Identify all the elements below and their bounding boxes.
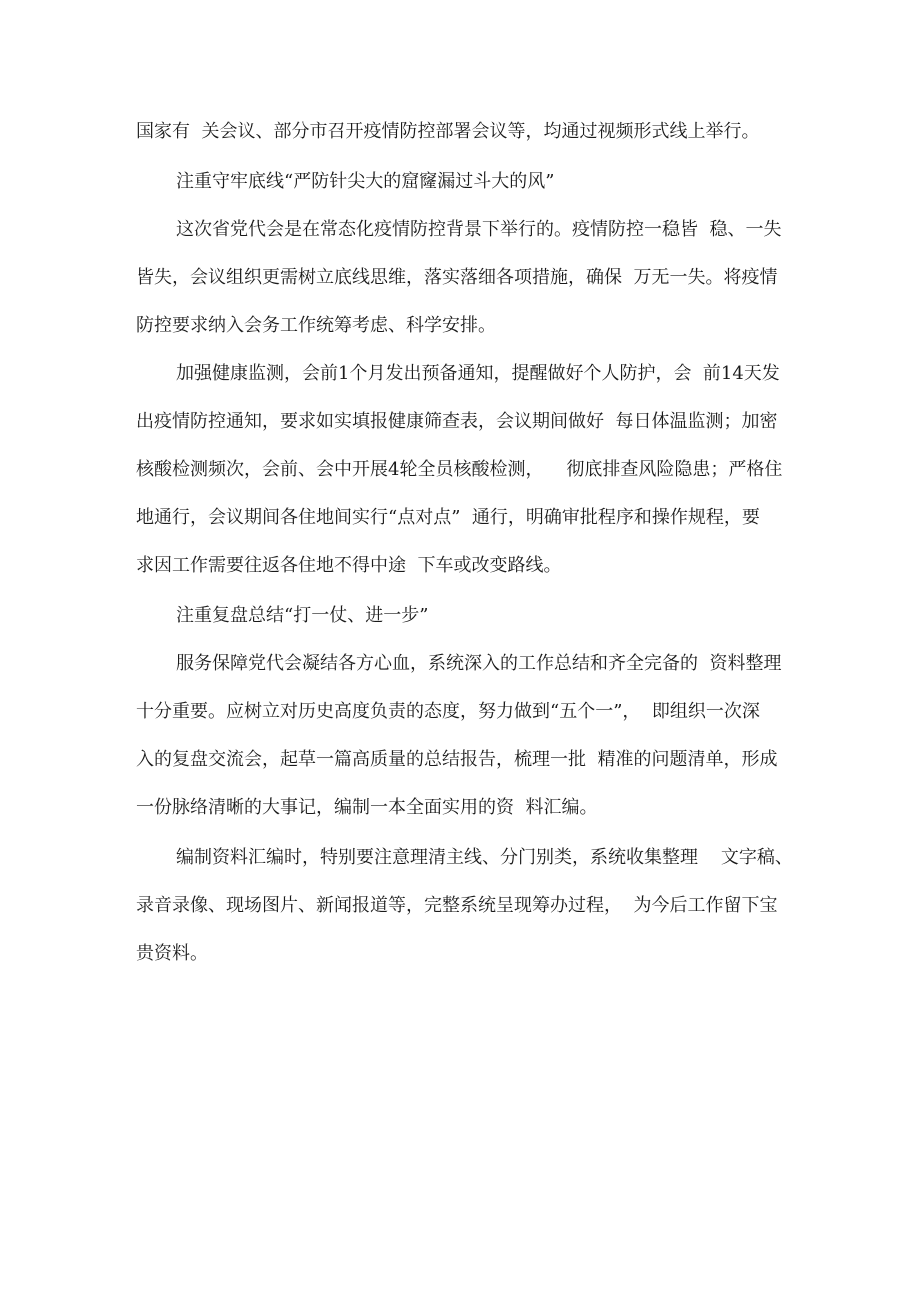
text-line: 十分重要。应树立对历史高度负责的态度，努力做到“五个一”， 即组织一次深 bbox=[136, 701, 760, 722]
text-line: 出疫情防控通知，要求如实填报健康筛查表，会议期间做好 每日体温监测；加密 bbox=[136, 411, 778, 432]
text-line: 录音录像、现场图片、新闻报道等，完整系统呈现筹办过程， 为今后工作留下宝 bbox=[136, 895, 778, 916]
text-line: 地通行，会议期间各住地间实行“点对点” 通行，明确审批程序和操作规程，要 bbox=[136, 507, 760, 528]
text-line: 防控要求纳入会务工作统筹考虑、科学安排。 bbox=[136, 315, 496, 336]
text-line: 这次省党代会是在常态化疫情防控背景下举行的。疫情防控一稳皆 稳、一失 bbox=[176, 219, 782, 240]
text-line: 皆失，会议组织更需树立底线思维，落实落细各项措施，确保 万无一失。将疫情 bbox=[136, 267, 778, 288]
text-line: 核酸检测频次，会前、会中开展4轮全员核酸检测， 彻底排查风险隐患；严格住 bbox=[136, 459, 783, 480]
text-line: 加强健康监测，会前1个月发出预备通知，提醒做好个人防护，会 前14天发 bbox=[176, 363, 780, 384]
text-line: 贵资料。 bbox=[136, 943, 208, 964]
text-line: 国家有 关会议、部分市召开疫情防控部署会议等，均通过视频形式线上举行。 bbox=[136, 121, 760, 142]
text-line: 求因工作需要往返各住地不得中途 下车或改变路线。 bbox=[136, 555, 562, 576]
text-line: 服务保障党代会凝结各方心血，系统深入的工作总结和齐全完备的 资料整理 bbox=[176, 653, 782, 674]
section-heading: 注重守牢底线“严防针尖大的窟窿漏过斗大的风” bbox=[176, 171, 555, 192]
text-line: 编制资料汇编时，特别要注意理清主线、分门别类，系统收集整理 文字稿、 bbox=[176, 847, 793, 868]
section-heading: 注重复盘总结“打一仗、进一步” bbox=[176, 605, 429, 626]
text-line: 入的复盘交流会，起草一篇高质量的总结报告，梳理一批 精准的问题清单，形成 bbox=[136, 749, 778, 770]
text-line: 一份脉络清晰的大事记，编制一本全面实用的资 料汇编。 bbox=[136, 797, 598, 818]
